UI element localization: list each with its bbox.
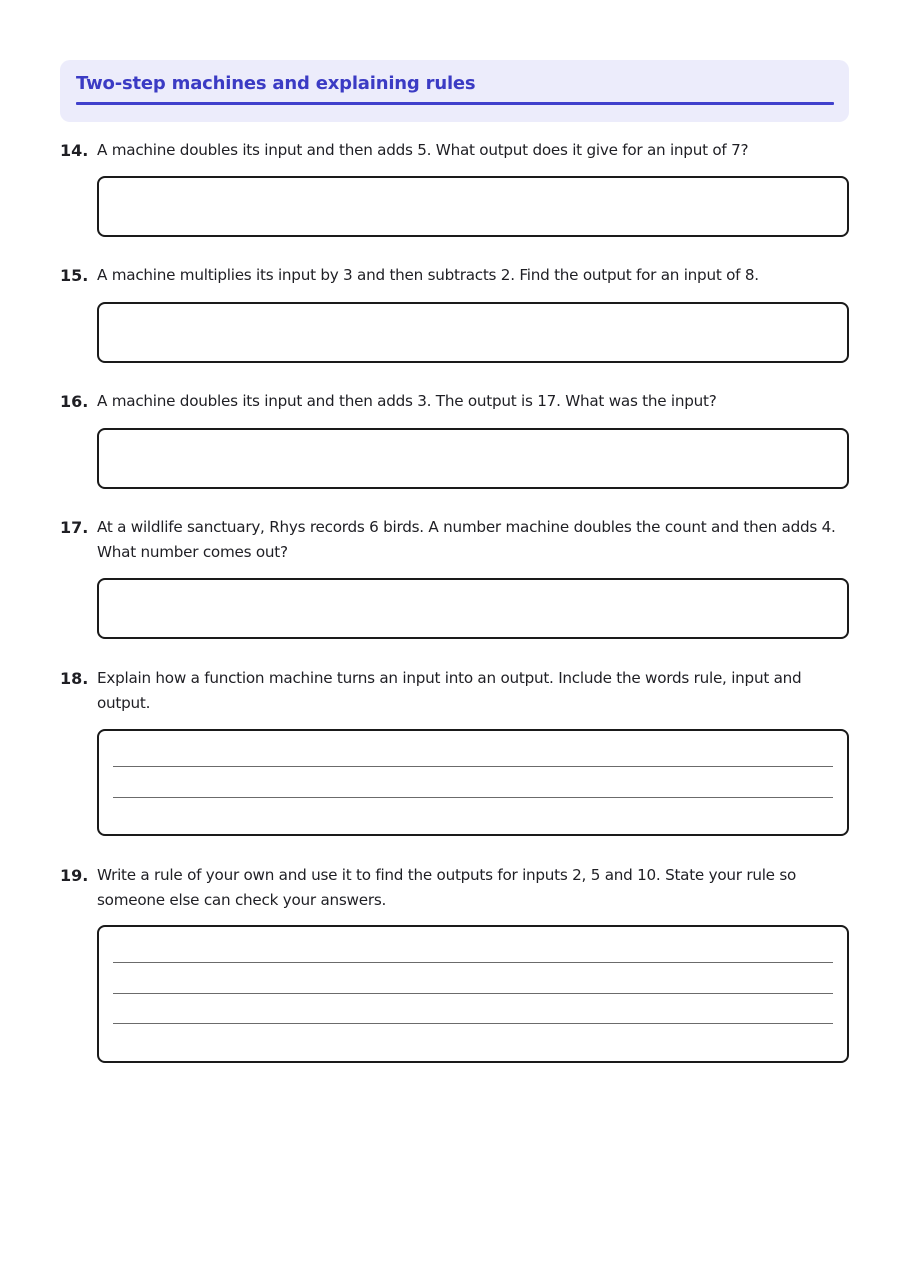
question-15: [60, 263, 850, 289]
question-text: Explain how a function machine turns an input into an output. Include the words rule, input and output.: [97, 669, 802, 712]
question-text: A machine multiplies its input by 3 and then subtracts 2. Find the output for an input of 8.: [97, 266, 759, 284]
answer-box-16[interactable]: [97, 428, 849, 489]
writing-line: [113, 1023, 833, 1024]
question-19: [60, 863, 850, 915]
section-title: Two-step machines and explaining rules: [76, 73, 476, 94]
writing-line: [113, 766, 833, 767]
question-text: A machine doubles its input and then adds 5. What output does it give for an input of 7?: [97, 141, 749, 159]
question-number: 19.: [60, 866, 89, 885]
answer-box-19[interactable]: [97, 925, 849, 1063]
writing-line: [113, 962, 833, 963]
answer-box-18[interactable]: [97, 729, 849, 836]
question-number: 17.: [60, 518, 89, 537]
answer-box-15[interactable]: [97, 302, 849, 363]
question-18: [60, 666, 850, 718]
question-14: [60, 138, 850, 164]
question-17: [60, 515, 850, 567]
section-title-underline: [76, 102, 834, 105]
question-text: At a wildlife sanctuary, Rhys records 6 birds. A number machine doubles the count and then adds 4. What number comes out?: [97, 518, 836, 561]
question-number: 18.: [60, 669, 89, 688]
writing-line: [113, 993, 833, 994]
question-text: Write a rule of your own and use it to find the outputs for inputs 2, 5 and 10. State your rule so someone else can check your answers.: [97, 866, 797, 909]
answer-box-17[interactable]: [97, 578, 849, 639]
question-number: 16.: [60, 392, 89, 411]
writing-line: [113, 797, 833, 798]
question-16: [60, 389, 850, 415]
question-number: 14.: [60, 141, 89, 160]
answer-box-14[interactable]: [97, 176, 849, 237]
question-number: 15.: [60, 266, 89, 285]
section-header: [60, 60, 849, 122]
question-text: A machine doubles its input and then adds 3. The output is 17. What was the input?: [97, 392, 717, 410]
